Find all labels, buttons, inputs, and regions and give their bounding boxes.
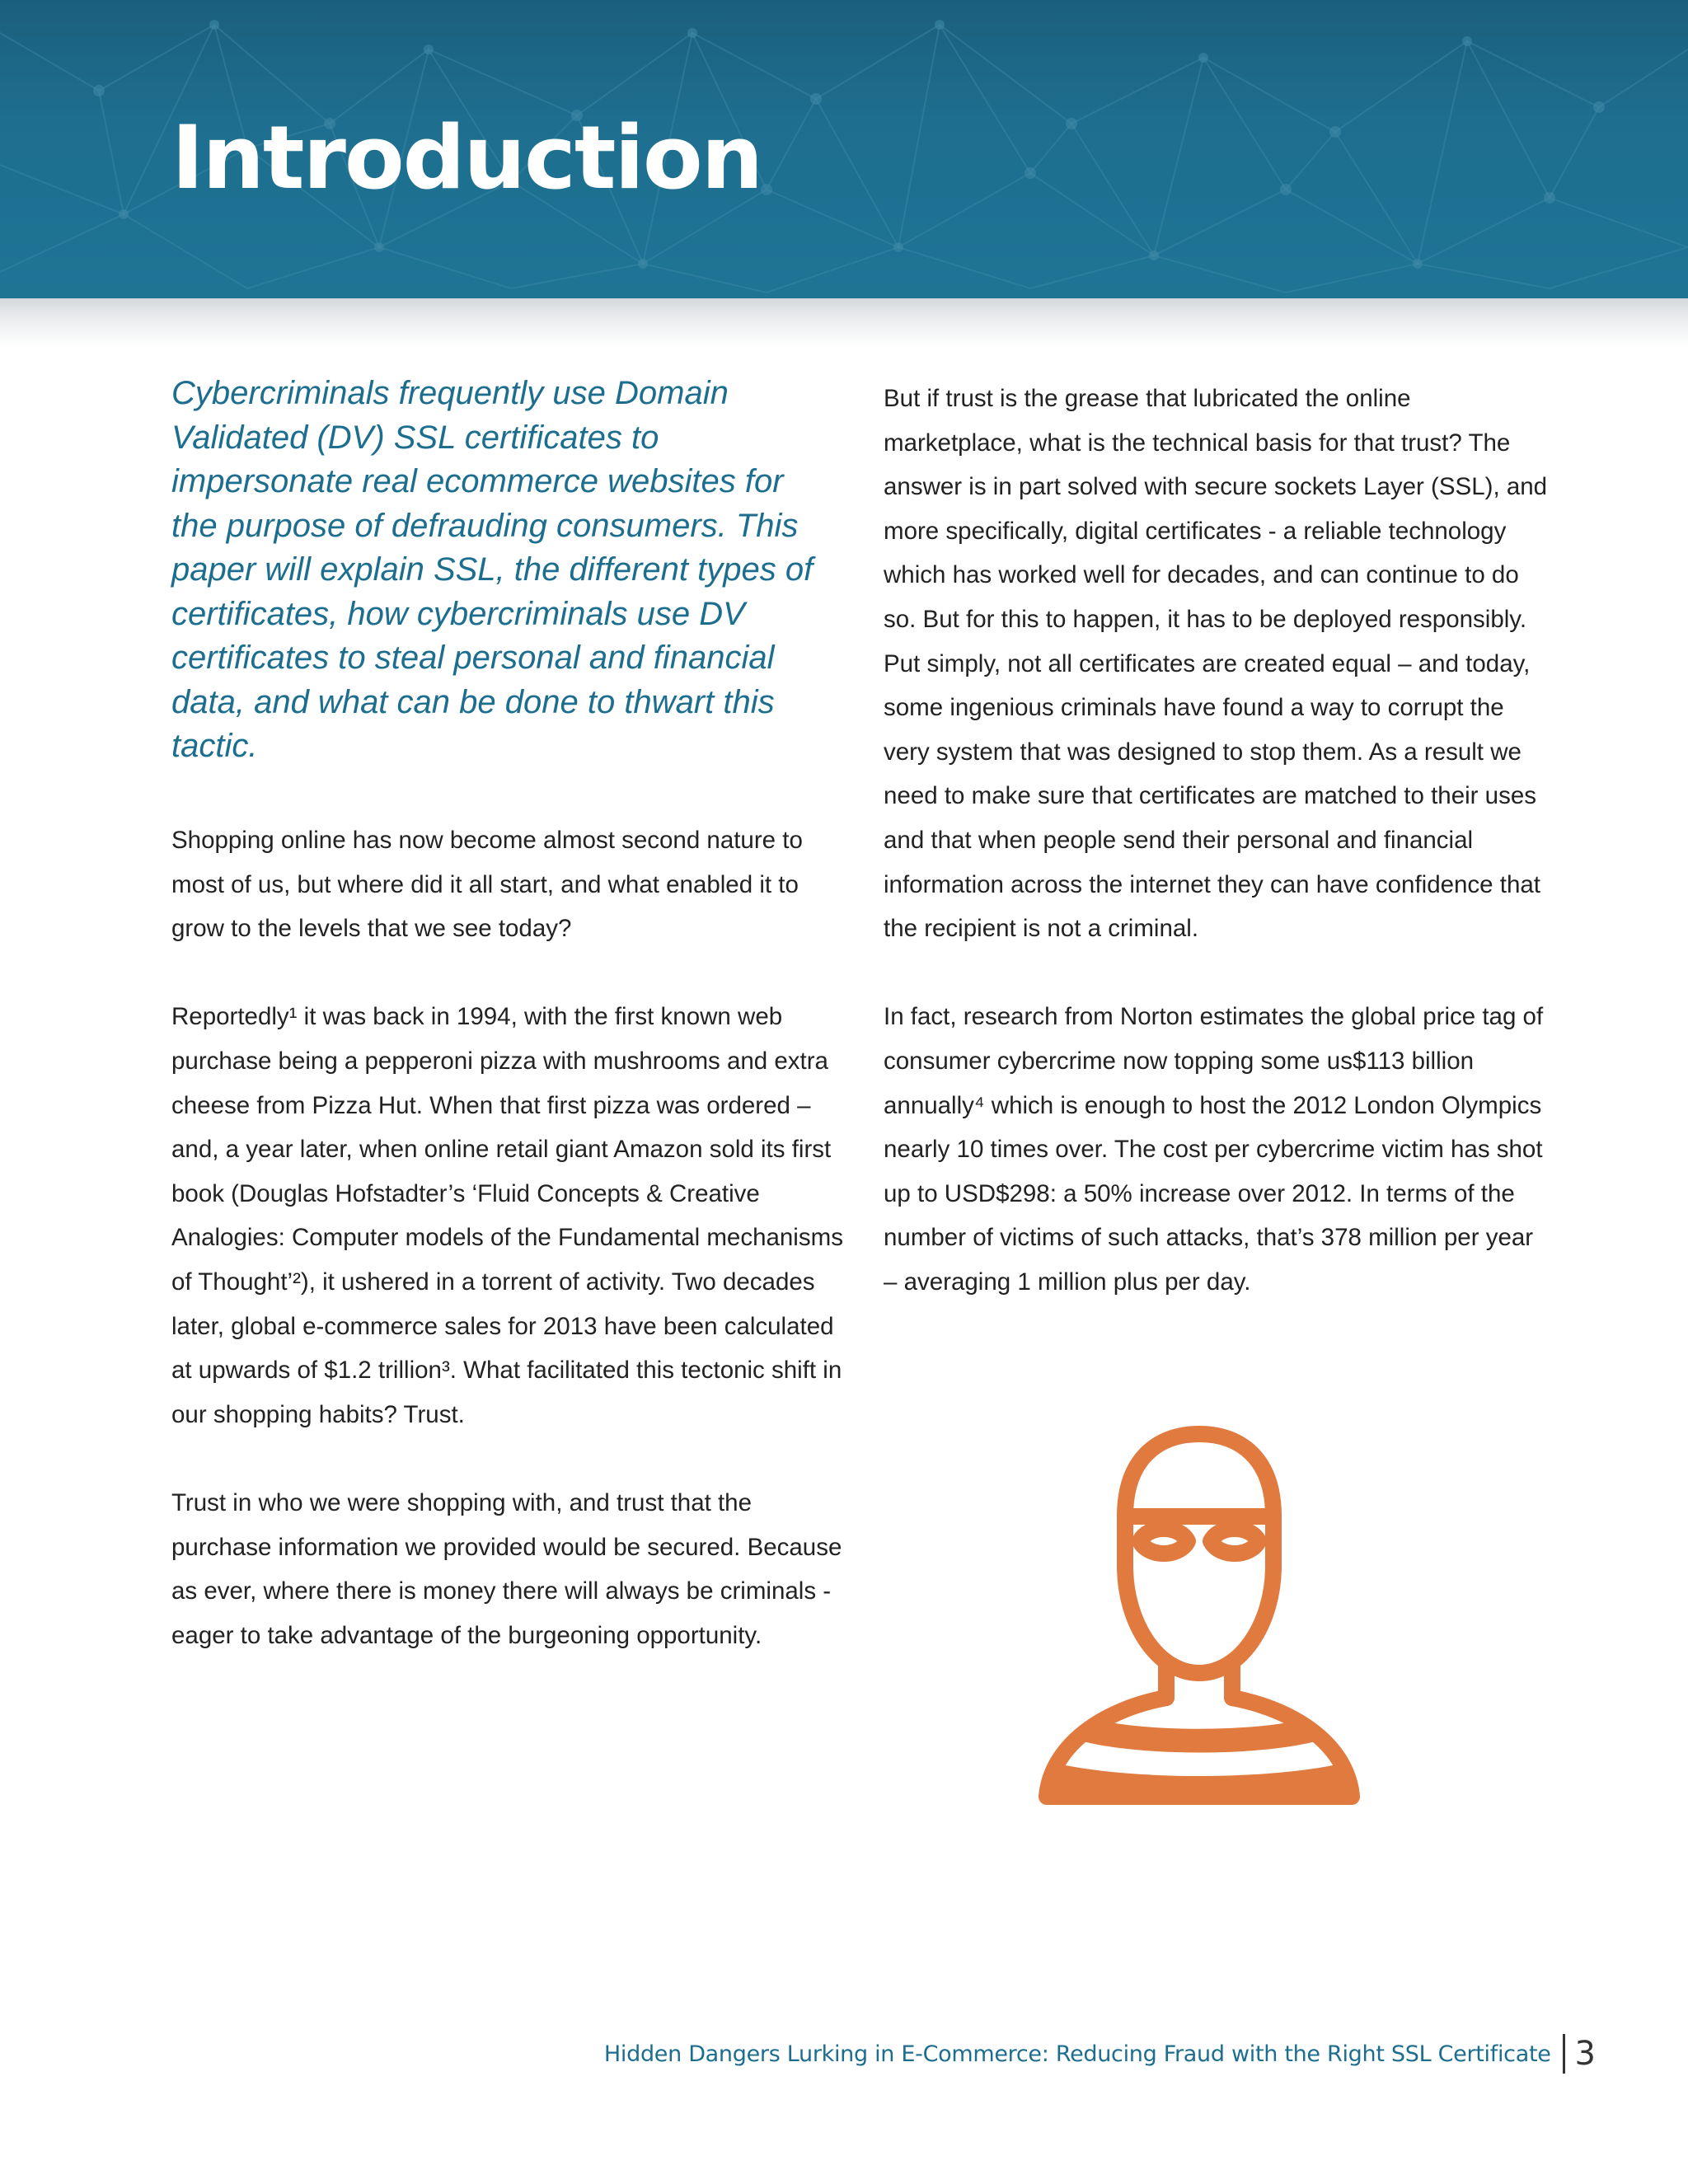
footer-title: Hidden Dangers Lurking in E-Commerce: Reducing Fraud with the Right SSL Certificate — [603, 2041, 1551, 2067]
masked-criminal-icon — [1034, 1426, 1364, 1821]
body-paragraph: Shopping online has now become almost second nature to most of us, but where did it all start, and what enabled it to grow to the levels that we see today? — [171, 827, 803, 943]
lead-paragraph: Cybercriminals frequently use Domain Validated (DV) SSL certificates to impersonate real ecommerce websites for the purpose of defrauding consumers. This paper will explain SSL, the different types of certificates, how cybercriminals use DV certificates to steal personal and financial data, and what can be done to thwart this tactic. — [171, 375, 814, 764]
body-paragraph: Trust in who we were shopping with, and trust that the purchase information we provided would be secured. Because as ever, where there is money there will always be criminals - eager to take advantage of the burgeoning opportunity. — [171, 1488, 842, 1649]
page-title: Introduction — [171, 107, 762, 209]
banner-shadow — [0, 298, 1688, 348]
body-paragraph: But if trust is the grease that lubricated the online marketplace, what is the technical basis for that trust? The answer is in part solved with secure sockets Layer (SSL), and more specifically, digital certificates - a reliable technology which has worked well for decades, and can continue to do so. But for this to happen, it has to be deployed responsibly. Put simply, not all certificates are created equal – and today, some ingenious criminals have found a way to corrupt the very system that was designed to stop them. As a result we need to make sure that certificates are matched to their uses and that when people send their personal and financial information across the internet they can have confidence that the recipient is not a criminal. — [884, 385, 1548, 943]
body-paragraph: In fact, research from Norton estimates the global price tag of consumer cybercrime now topping some us$113 billion annually⁴ which is enough to host the 2012 London Olympics nearly 10 times over. The cost per cybercrime victim has shot up to USD$298: a 50% increase over 2012. In terms of the number of victims of such attacks, that’s 378 million per year – averaging 1 million plus per day. — [884, 1003, 1544, 1296]
footer — [604, 2029, 1596, 2079]
right-column — [884, 377, 1551, 1348]
left-column — [171, 818, 847, 1702]
body-paragraph: Reportedly¹ it was back in 1994, with the first known web purchase being a pepperoni pizza with mushrooms and extra cheese from Pizza Hut. When that first pizza was ordered – and, a year later, when online retail giant Amazon sold its first book (Douglas Hofstadter’s ‘Fluid Concepts & Creative Analogies: Computer models of the Fundamental mechanisms of Thought’²), it ushered in a torrent of activity. Two decades later, global e-commerce sales for 2013 have been calculated at upwards of $1.2 trillion³. What facilitated this tectonic shift in our shopping habits? Trust. — [171, 1003, 843, 1428]
page-number: 3 — [1574, 2035, 1596, 2073]
header-banner — [0, 0, 1688, 298]
footer-divider — [1563, 2034, 1565, 2074]
